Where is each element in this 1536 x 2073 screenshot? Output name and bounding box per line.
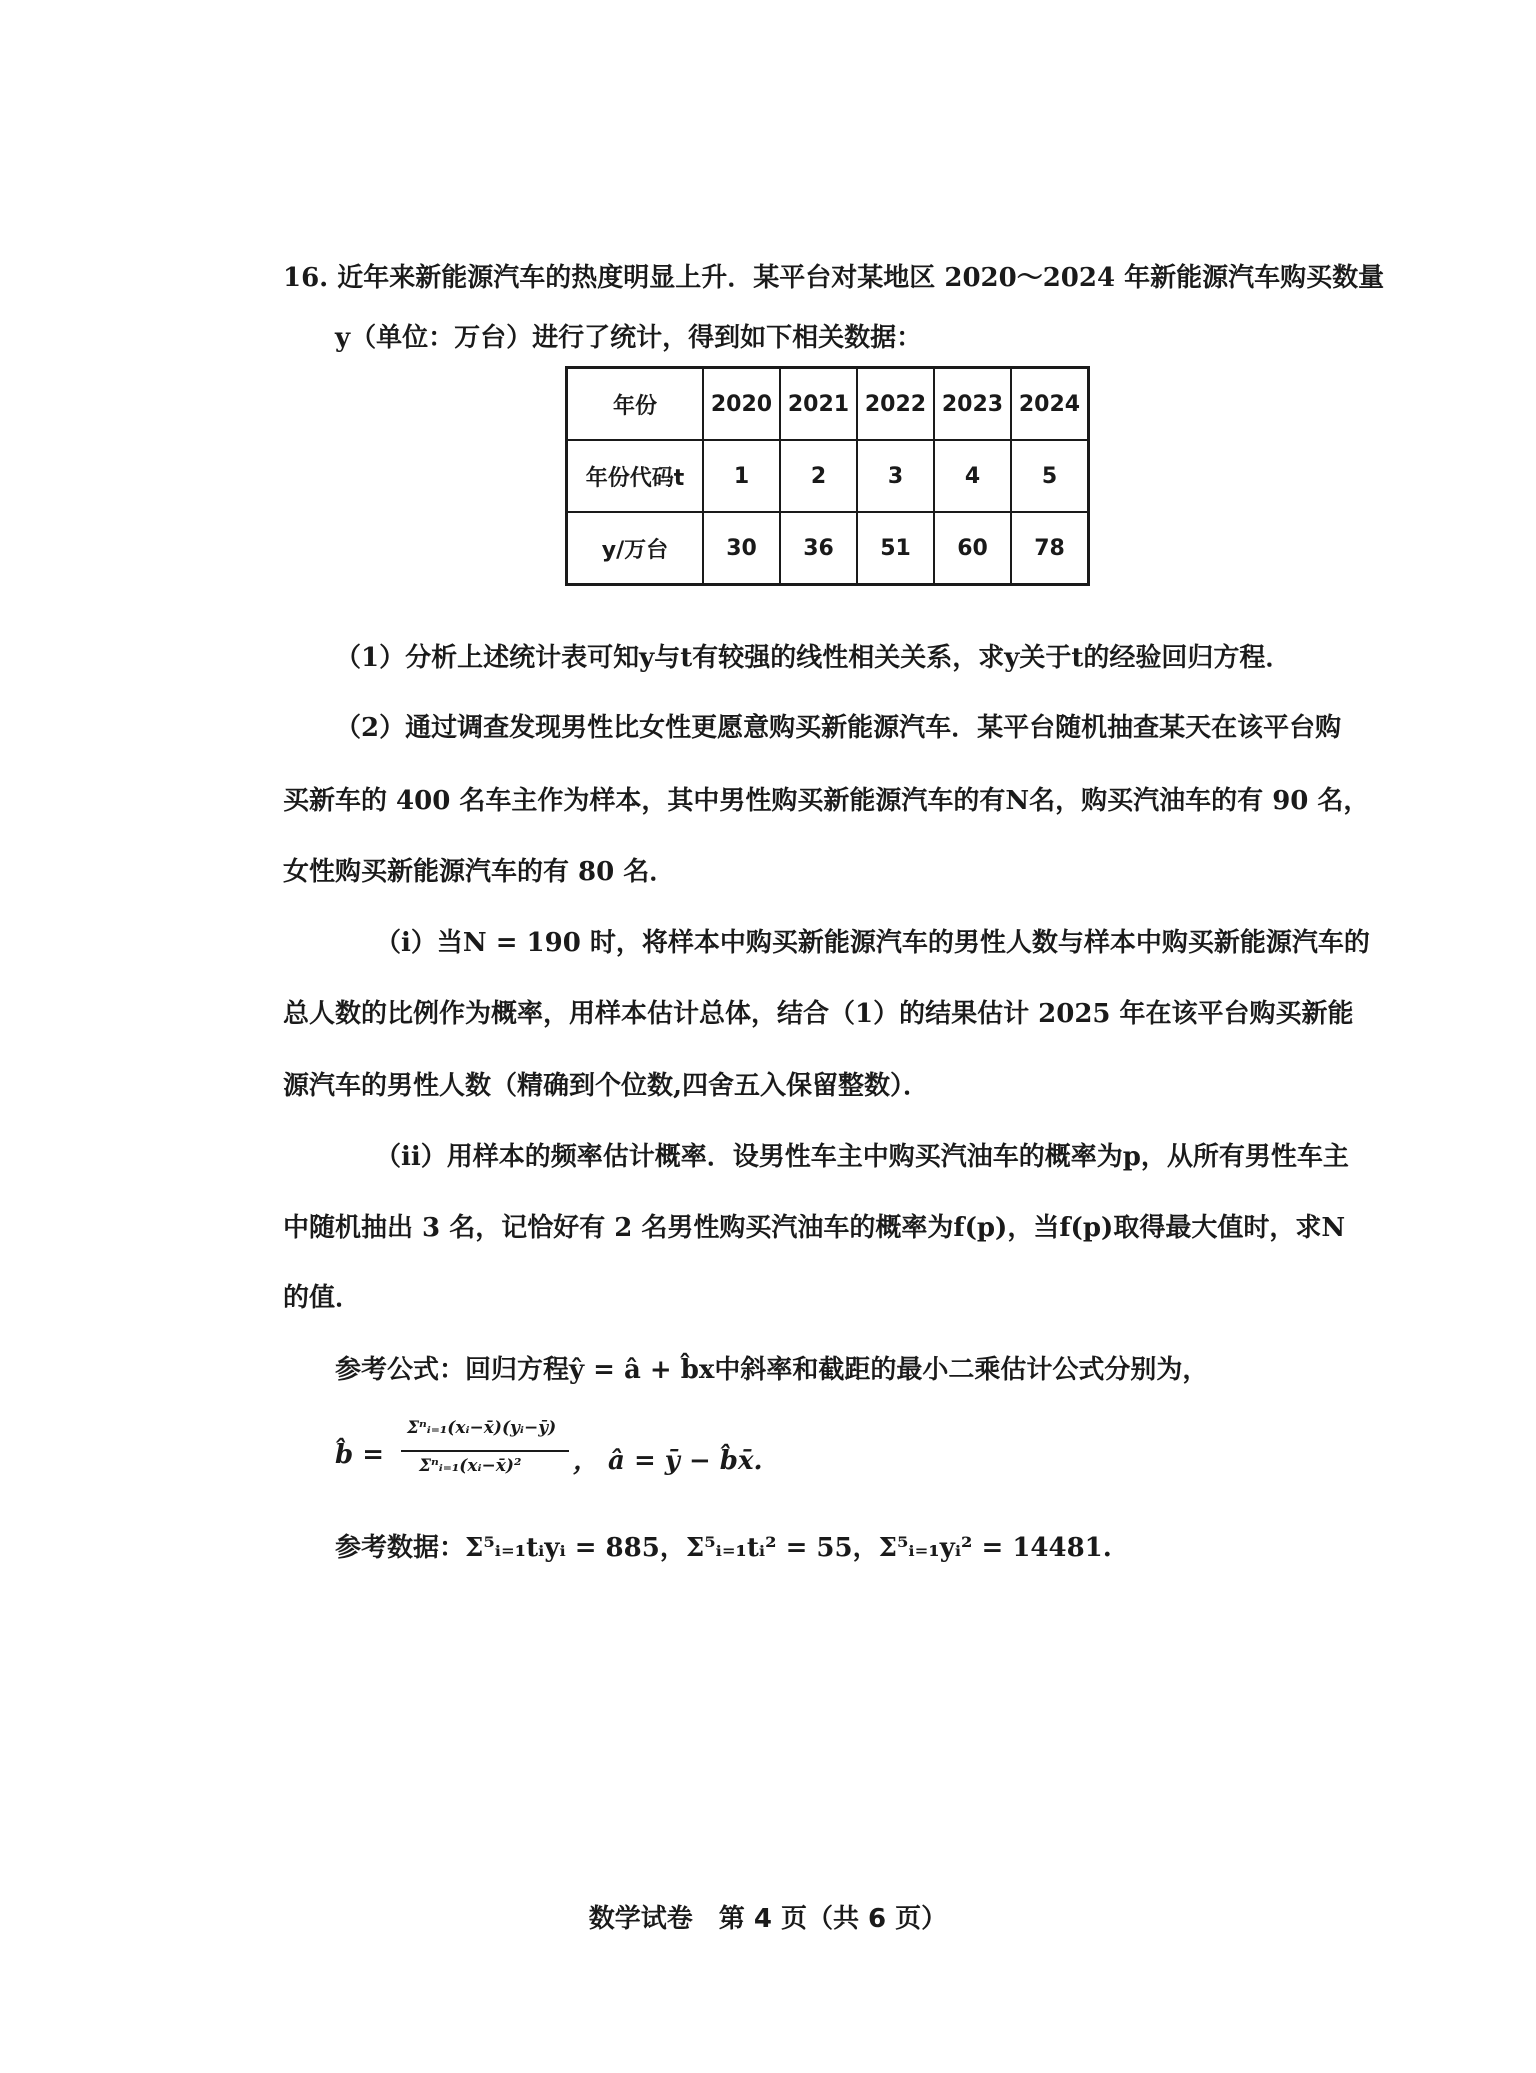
table-row-year bbox=[567, 368, 1089, 441]
part2-line2: 买新车的 400 名车主作为样本，其中男性购买新能源汽车的有N名，购买汽油车的有 90 名， bbox=[283, 786, 1370, 816]
part2-line1: （2）通过调查发现男性比女性更愿意购买新能源汽车．某平台随机抽查某天在该平台购 bbox=[335, 713, 1342, 743]
table-cell: 2023 bbox=[934, 368, 1011, 441]
formula-numerator: Σⁿᵢ₌₁(xᵢ−x̄)(yᵢ−ȳ) bbox=[407, 1418, 557, 1438]
table-cell: 2021 bbox=[780, 368, 857, 441]
question-intro-line2: y（单位：万台）进行了统计，得到如下相关数据： bbox=[335, 323, 923, 353]
table-cell: 1 bbox=[703, 440, 780, 512]
table-cell: 4 bbox=[934, 440, 1011, 512]
table-cell: 51 bbox=[857, 512, 934, 585]
table-cell: 3 bbox=[857, 440, 934, 512]
sub-ii-line3: 的值． bbox=[283, 1283, 362, 1313]
page-footer: 数学试卷 第 4 页（共 6 页） bbox=[588, 1904, 948, 1934]
question-intro-text: 近年来新能源汽车的热度明显上升．某平台对某地区 2020～2024 年新能源汽车购买数量 bbox=[337, 263, 1385, 293]
sub-ii-line2: 中随机抽出 3 名，记恰好有 2 名男性购买汽油车的概率为f(p)，当f(p)取得最大值时，求N bbox=[283, 1213, 1346, 1243]
sub-ii-line1: （ii）用样本的频率估计概率．设男性车主中购买汽油车的概率为p，从所有男性车主 bbox=[375, 1142, 1349, 1172]
table-cell: 5 bbox=[1011, 440, 1089, 512]
table-row-code bbox=[567, 440, 1089, 512]
table-cell: 60 bbox=[934, 512, 1011, 585]
table-cell: 36 bbox=[780, 512, 857, 585]
reference-data: 参考数据：Σ⁵ᵢ₌₁tᵢyᵢ = 885，Σ⁵ᵢ₌₁tᵢ² = 55，Σ⁵ᵢ₌₁yᵢ² = 14481. bbox=[335, 1533, 1112, 1563]
fraction-bar bbox=[401, 1450, 569, 1452]
question-number: 16. bbox=[283, 263, 329, 293]
least-squares-formula bbox=[335, 1418, 763, 1498]
part1-text: （1）分析上述统计表可知y与t有较强的线性相关关系，求y关于t的经验回归方程． bbox=[335, 643, 1292, 673]
table-cell: 2 bbox=[780, 440, 857, 512]
table-cell: 30 bbox=[703, 512, 780, 585]
table-cell: y/万台 bbox=[567, 512, 704, 585]
reference-formula-intro: 参考公式：回归方程ŷ = â + b̂x中斜率和截距的最小二乘估计公式分别为， bbox=[335, 1355, 1209, 1385]
question-intro-line1 bbox=[283, 260, 1384, 296]
table-cell: 2022 bbox=[857, 368, 934, 441]
table-cell: 年份 bbox=[567, 368, 704, 441]
formula-denominator: Σⁿᵢ₌₁(xᵢ−x̄)² bbox=[419, 1456, 522, 1476]
sub-i-line1: （i）当N = 190 时，将样本中购买新能源汽车的男性人数与样本中购买新能源汽车的 bbox=[375, 928, 1370, 958]
table-row-y bbox=[567, 512, 1089, 585]
table-cell: 2020 bbox=[703, 368, 780, 441]
part2-line3: 女性购买新能源汽车的有 80 名． bbox=[283, 857, 676, 887]
a-hat-formula: ， â = ȳ − b̂x̄. bbox=[573, 1446, 763, 1476]
data-table bbox=[565, 366, 1090, 586]
sub-i-line2: 总人数的比例作为概率，用样本估计总体，结合（1）的结果估计 2025 年在该平台购买新能 bbox=[283, 999, 1354, 1029]
table-cell: 年份代码t bbox=[567, 440, 704, 512]
table-cell: 2024 bbox=[1011, 368, 1089, 441]
table-cell: 78 bbox=[1011, 512, 1089, 585]
b-hat-label: b̂ = bbox=[335, 1440, 385, 1470]
sub-i-line3: 源汽车的男性人数（精确到个位数,四舍五入保留整数）． bbox=[283, 1071, 930, 1101]
